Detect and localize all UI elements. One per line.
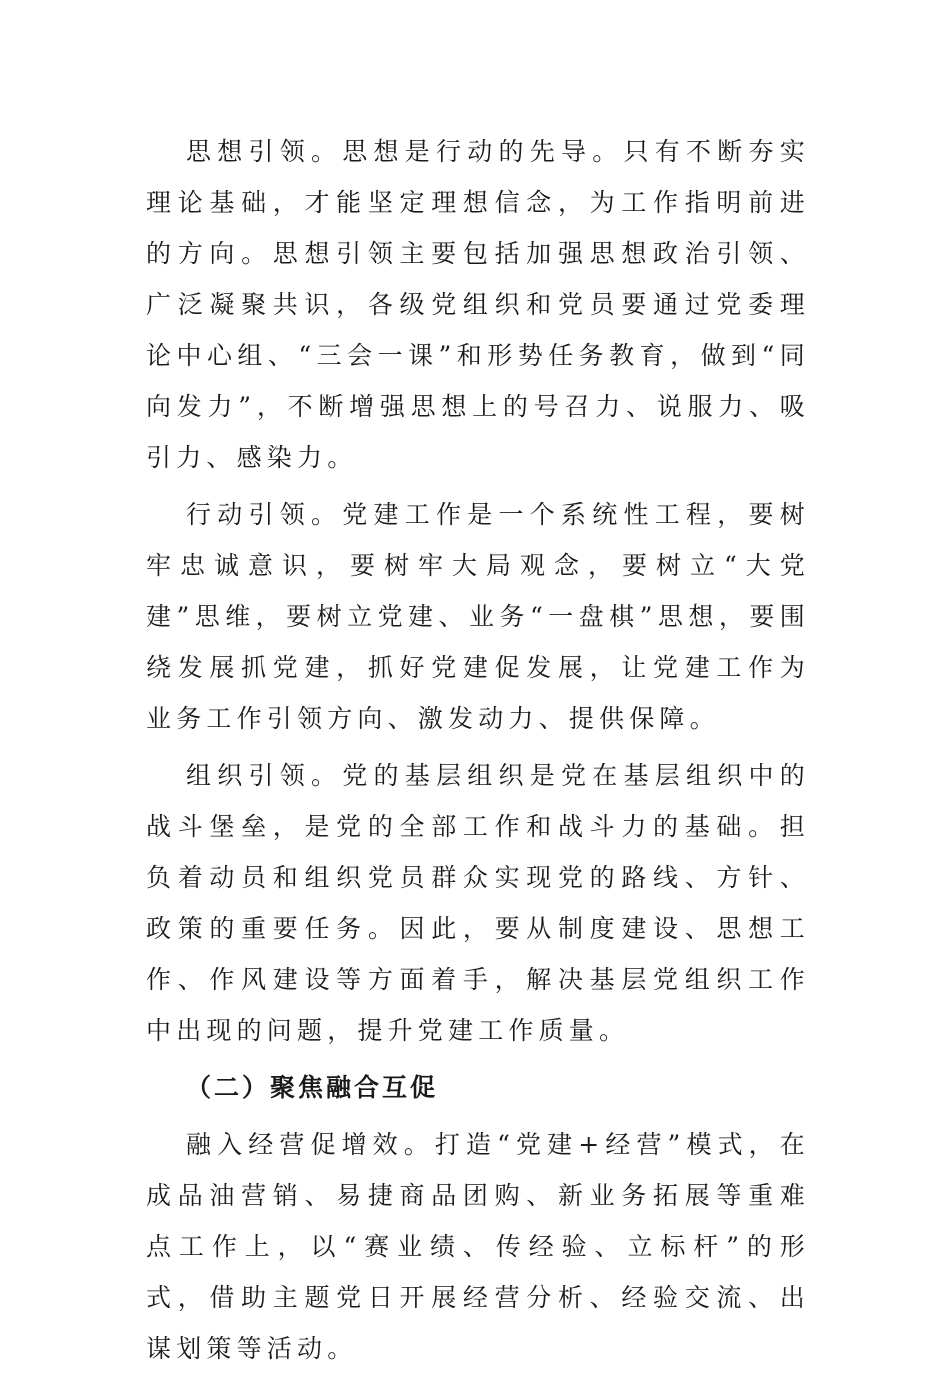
- paragraph-business-integration: 融入经营促增效。打造“党建+经营”模式，在成品油营销、易捷商品团购、新业务拓展等重难点工作上，以“赛业绩、传经验、立标杆”的形式，借助主题党日开展经营分析、经验交流、出谋划策等活动。: [146, 1130, 810, 1363]
- paragraph-action-guidance: 行动引领。党建工作是一个系统性工程，要树牢忠诚意识，要树牢大局观念，要树立“大党建”思维，要树立党建、业务“一盘棋”思想，要围绕发展抓党建，抓好党建促发展，让党建工作为业务工作引领方向、激发动力、提供保障。: [146, 500, 810, 733]
- paragraph-thought-guidance: 思想引领。思想是行动的先导。只有不断夯实理论基础，才能坚定理想信念，为工作指明前进的方向。思想引领主要包括加强思想政治引领、广泛凝聚共识，各级党组织和党员要通过党委理论中心组、“三会一课”和形势任务教育，做到“同向发力”，不断增强思想上的号召力、说服力、吸引力、感染力。: [146, 137, 810, 472]
- paragraph-organization-guidance: 组织引领。党的基层组织是党在基层组织中的战斗堡垒，是党的全部工作和战斗力的基础。担负着动员和组织党员群众实现党的路线、方针、政策的重要任务。因此，要从制度建设、思想工作、作风建设等方面着手，解决基层党组织工作中出现的问题，提升党建工作质量。: [146, 761, 810, 1045]
- document-body: [146, 126, 810, 1380]
- section-heading: （二）聚焦融合互促: [186, 1073, 439, 1102]
